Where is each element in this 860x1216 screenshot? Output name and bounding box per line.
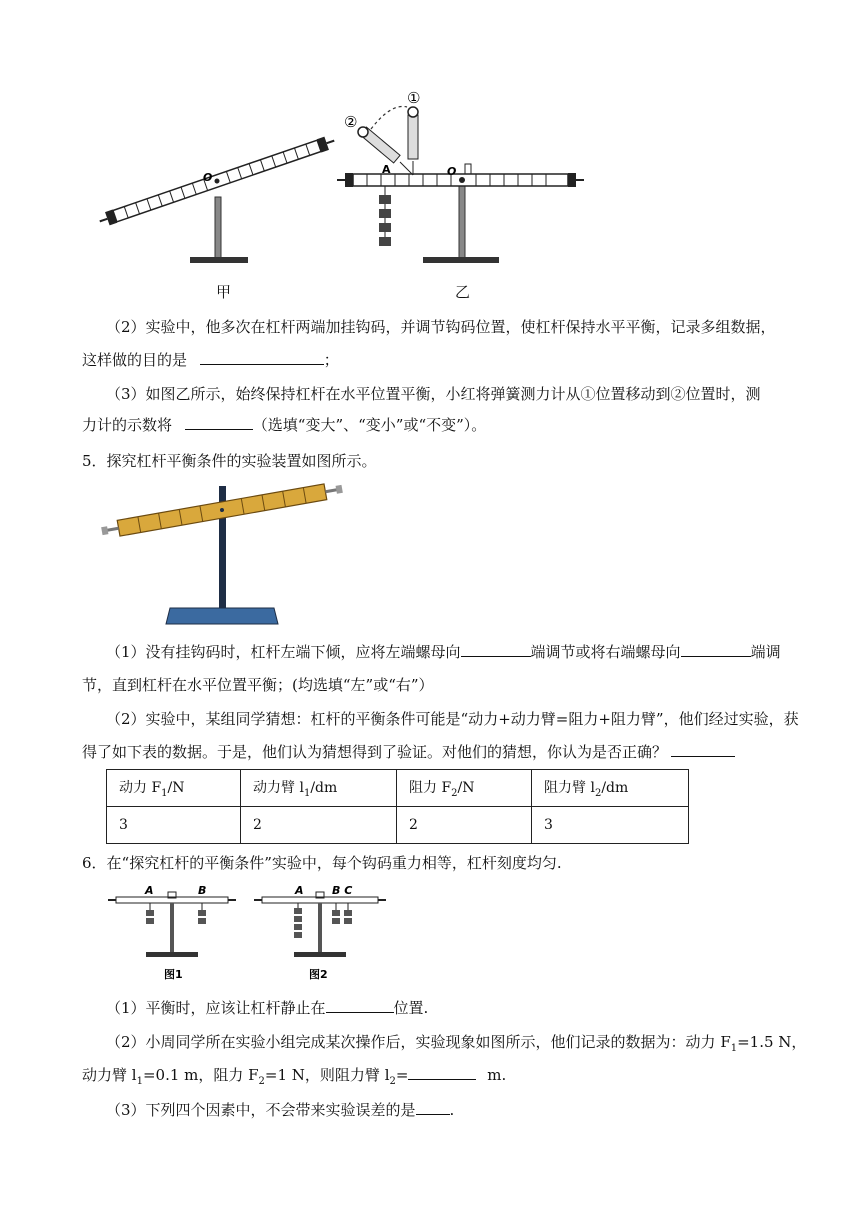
- table-cell: 3: [107, 807, 241, 844]
- lever-figures-q6: [104, 880, 394, 986]
- table-cell: 2: [241, 807, 397, 844]
- lever-figure-jia-yi: [95, 85, 595, 275]
- q4-part2-line1: （2）实验中，他多次在杠杆两端加挂钩码，并调节钩码位置，使杠杆保持水平平衡，记录多组数据，: [106, 318, 776, 336]
- table-header-row: [107, 770, 689, 807]
- q4-answer-blank-1[interactable]: [200, 350, 324, 365]
- q6-answer-blank-arm[interactable]: [408, 1065, 476, 1080]
- q4-part2-line2: 这样做的目的是 ；: [82, 351, 339, 369]
- fig2-point-bc-label: B C: [332, 884, 353, 897]
- q6-part2-line1: （2）小周同学所在实验小组完成某次操作后，实验现象如图所示，他们记录的数据为：动力 $F_1=1.5$ N，: [106, 1033, 807, 1054]
- pivot-label-o-2: O: [447, 165, 457, 178]
- q6-title: 6．在“探究杠杆的平衡条件”实验中，每个钩码重力相等，杠杆刻度均匀.: [82, 854, 562, 872]
- q6-part1: （1）平衡时，应该让杠杆静止在 位置.: [106, 999, 429, 1017]
- q4-answer-blank-2[interactable]: [185, 415, 253, 430]
- q5-answer-blank-right[interactable]: [681, 642, 751, 657]
- q5-data-table: [106, 769, 689, 844]
- q6-part2-line2: 动力臂 $l_1=0.1$ m，阻力 $F_2=1$ N，则阻力臂 $l_2= m$.: [82, 1066, 507, 1087]
- q5-part1-line1: （1）没有挂钩码时，杠杆左端下倾，应将左端螺母向 端调节或将右端螺母向 端调: [106, 643, 781, 661]
- table-cell: 3: [532, 807, 689, 844]
- q4-part3-line1: （3）如图乙所示，始终保持杠杆在水平位置平衡，小红将弹簧测力计从①位置移动到②位置时，测: [106, 385, 761, 403]
- q5-title: 5．探究杠杆平衡条件的实验装置如图所示。: [82, 452, 377, 470]
- lever-figure-q5: [98, 478, 348, 634]
- q6-answer-blank-position[interactable]: [326, 998, 394, 1013]
- table-cell: 2: [397, 807, 532, 844]
- fig1-point-a-label: A: [145, 884, 154, 897]
- fig1-point-b-label: B: [198, 884, 207, 897]
- figure-label-jia: 甲: [216, 283, 232, 301]
- fig2-point-a-label: A: [295, 884, 304, 897]
- q4-part3-line2: 力计的示数将 （选填“变大”、“变小”或“不变”）。: [82, 416, 487, 434]
- q5-part2-line2: 得了如下表的数据。于是，他们认为猜想得到了验证。对他们的猜想，你认为是否正确？: [82, 741, 735, 763]
- q5-answer-blank-guess[interactable]: [671, 742, 735, 757]
- fig2-caption: 图2: [309, 968, 328, 981]
- fig1-caption: 图1: [164, 968, 183, 981]
- table-header-cell: 阻力 $F_2/N$: [397, 770, 532, 807]
- table-header-cell: 动力臂 $l_1/dm$: [241, 770, 397, 807]
- q5-part1-line2: 节，直到杠杆在水平位置平衡；(均选填“左”或“右”）: [82, 676, 434, 694]
- q5-answer-blank-left[interactable]: [461, 642, 531, 657]
- point-a-label: A: [382, 163, 391, 176]
- table-row: [107, 807, 689, 844]
- table-header-cell: 阻力臂 $l_2/dm$: [532, 770, 689, 807]
- table-header-cell: 动力 $F_1/N$: [107, 770, 241, 807]
- position-2-marker: ②: [344, 113, 358, 131]
- figure-label-yi: 乙: [455, 283, 471, 301]
- pivot-label-o: O: [203, 171, 213, 184]
- q5-part2-line1: （2）实验中，某组同学猜想：杠杆的平衡条件可能是“动力+动力臂=阻力+阻力臂”，他们经过实验，获: [106, 710, 799, 728]
- q6-answer-blank-error[interactable]: [416, 1100, 450, 1115]
- q6-part3: （3）下列四个因素中，不会带来实验误差的是 .: [106, 1101, 455, 1119]
- position-1-marker: ①: [407, 89, 421, 107]
